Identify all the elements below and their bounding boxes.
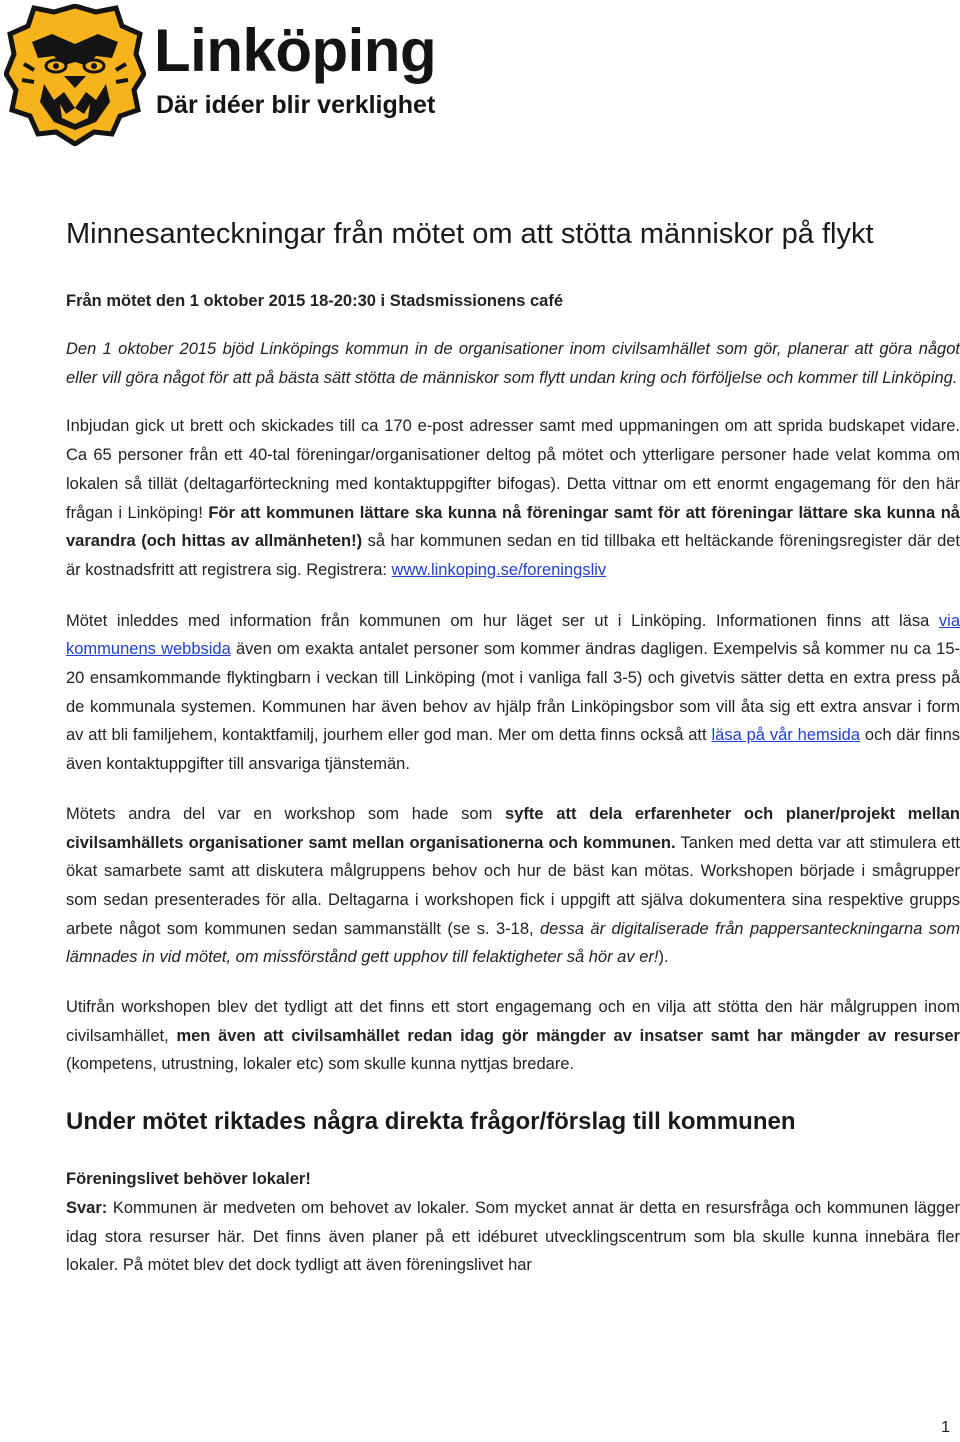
workshop-text-3: ). (658, 948, 669, 967)
intro-paragraph: Den 1 oktober 2015 bjöd Linköpings kommun in de organisationer inom civilsamhället som gör, planerar att göra något eller vill göra något för att på bästa sätt stötta de människor som flytt undan kring och förföljelse och kommer till Linköping. (66, 340, 960, 387)
engagement-text-1: Utifrån workshopen blev det tydligt att det finns ett stort engagemang och en vilja att stötta den här målgruppen inom civilsamhället, (66, 998, 960, 1045)
information-text-2: även om exakta antalet personer som kommer ändras dagligen. Exempelvis så kommer nu ca 15-20 ensamkommande flyktingbarn i veckan till Linköping (mot i vanliga fall 3-5) och givetvis sätter detta en extra press på de kommunala systemen. Kommunen har även behov av hjälp från Linköpingsbor som vill åta sig ett extra ansvar i form av att bli familjehem, kontaktfamilj, jourhem eller god man. Mer om detta finns också att (66, 640, 960, 745)
workshop-text-2: Tanken med detta var att stimulera ett ökat samarbete samt att diskutera målgruppens behov och hur de bäst kan mötas. Workshopen började i smågrupper som sedan presenterades för alla. Deltagarna i workshopen fick i uppgift att själva dokumentera sina respektive grupps arbete något som kommunen sedan sammanställt (se s. 3-18, (66, 833, 960, 938)
answer-text: Kommunen är medveten om behovet av lokaler. Som mycket annat är detta en resursfråga och kommunen lägger idag stora resurser här. Det finns även planer på ett idéburet utvecklingscentrum som bla skulle kunna innebära fler lokaler. På mötet blev det dock tydligt att även föreningslivet har (66, 1198, 960, 1275)
registry-text: så har kommunen sedan en tid tillbaka ett heltäckande föreningsregister där det är kostnadsfritt att registrera sig. Registrera: (66, 532, 960, 579)
questions-section-heading: Under mötet riktades några direkta frågor/förslag till kommunen (66, 1108, 796, 1136)
document-title: Minnesanteckningar från mötet om att stötta människor på flykt (66, 218, 874, 250)
lion-head-icon (4, 4, 146, 146)
municipality-website-link[interactable]: via kommunens webbsida (66, 611, 960, 659)
information-text-3: och där finns även kontaktuppgifter till ansvariga tjänstemän. (66, 726, 960, 774)
foreningsliv-link[interactable]: www.linkoping.se/foreningsliv (391, 560, 607, 579)
workshop-purpose-bold: syfte att dela erfarenheter och planer/projekt mellan civilsamhällets organisationer samt mellan organisationerna och kommunen. (66, 804, 960, 852)
workshop-text-1: Mötets andra del var en workshop som hade som (66, 804, 506, 823)
answer-label: Svar: (66, 1198, 108, 1217)
meeting-subheading: Från mötet den 1 oktober 2015 18-20:30 i Stadsmissionens café (66, 292, 564, 310)
information-paragraph (66, 607, 960, 779)
invitation-paragraph (66, 412, 960, 584)
information-text-1: Mötet inleddes med information från kommunen om hur läget ser ut i Linköping. Informationen finns att läsa (66, 611, 939, 630)
workshop-paragraph (66, 800, 960, 972)
engagement-text-2: (kompetens, utrustning, lokaler etc) som skulle kunna nyttjas bredare. (66, 1055, 575, 1074)
linkoping-logo (4, 4, 464, 146)
question-heading: Föreningslivet behöver lokaler! (66, 1170, 311, 1189)
workshop-note-italic: dessa är digitaliserade från pappersanteckningarna som lämnades in vid mötet, om missförstånd gett upphov till felaktigheter så hör av er! (66, 919, 960, 967)
answer-paragraph (66, 1194, 960, 1280)
logo-tagline: Där idéer blir verklighet (156, 91, 436, 119)
engagement-paragraph (66, 993, 960, 1079)
read-on-website-link[interactable]: läsa på vår hemsida (711, 726, 861, 745)
registry-bold-text: För att kommunen lättare ska kunna nå föreningar samt för att föreningar lättare ska kunna nå varandra (och hittas av allmänheten!) (66, 503, 960, 551)
invitation-text: Inbjudan gick ut brett och skickades till ca 170 e-post adresser samt med uppmaningen om att sprida budskapet vidare. Ca 65 personer från ett 40-tal föreningar/organisationer deltog på mötet och ytterligare personer hade velat komma om lokalen så tillät (deltagarförteckning med kontaktuppgifter bifogas). Detta vittnar om ett enormt engagemang för den här frågan i Linköping! (66, 417, 960, 522)
page-number: 1 (941, 1419, 950, 1436)
document-body (66, 216, 960, 1280)
logo-wordmark: Linköping (154, 17, 437, 84)
engagement-bold: men även att civilsamhället redan idag gör mängder av insatser samt har mängder av resurser (176, 1026, 960, 1045)
